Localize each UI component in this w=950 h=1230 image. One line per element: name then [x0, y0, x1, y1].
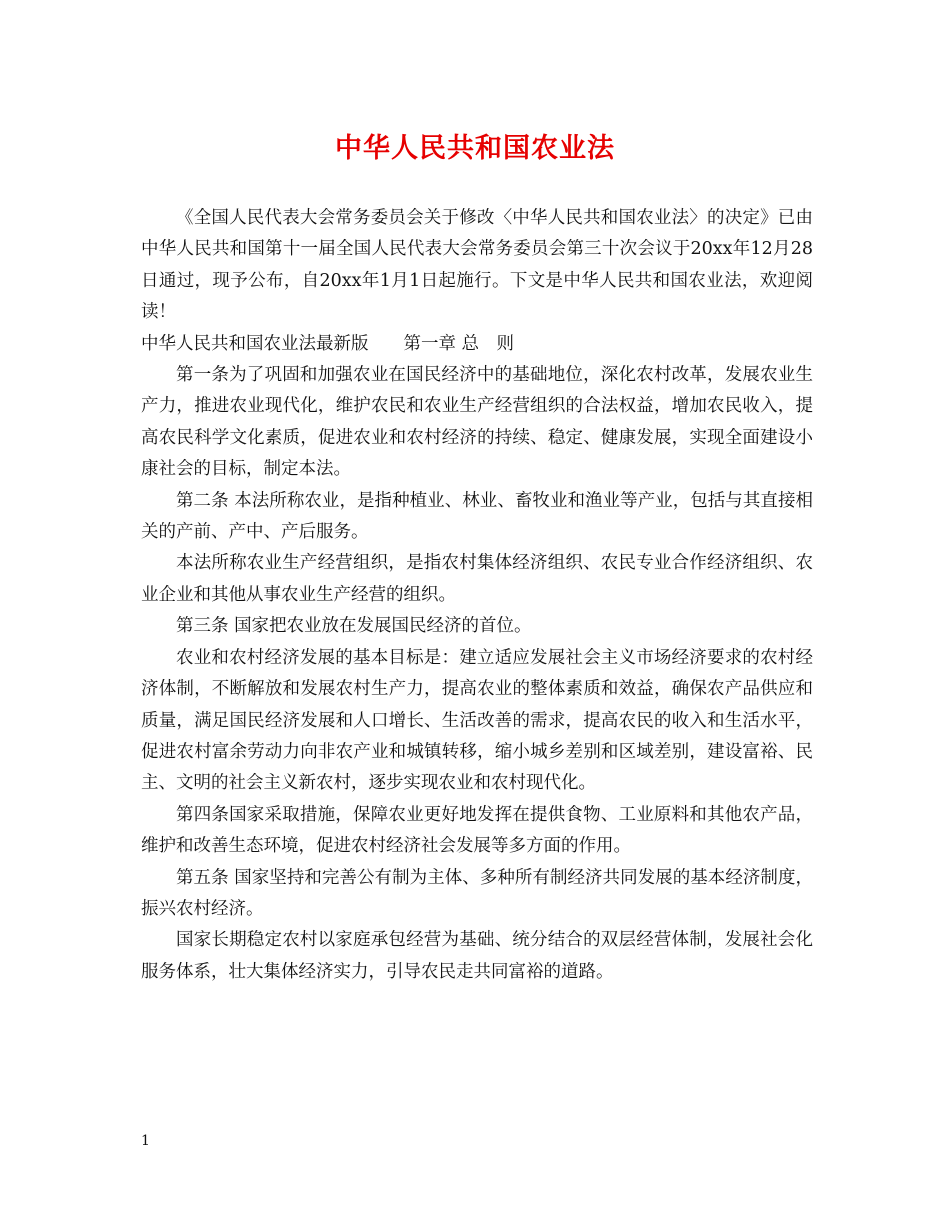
document-body — [141, 203, 813, 988]
body-paragraph: 第五条 国家坚持和完善公有制为主体、多种所有制经济共同发展的基本经济制度，振兴农村经济。 — [141, 867, 813, 919]
page-number: 1 — [141, 1133, 150, 1149]
body-paragraph: 第四条国家采取措施，保障农业更好地发挥在提供食物、工业原料和其他农产品，维护和改善生态环境，促进农村经济社会发展等多方面的作用。 — [141, 804, 813, 857]
document-title: 中华人民共和国农业法 — [335, 133, 615, 164]
body-paragraph: 国家长期稳定农村以家庭承包经营为基础、统分结合的双层经营体制，发展社会化服务体系，壮大集体经济实力，引导农民走共同富裕的道路。 — [141, 930, 813, 982]
body-paragraph: 第一条为了巩固和加强农业在国民经济中的基础地位，深化农村改革，发展农业生产力，推进农业现代化，维护农民和农业生产经营组织的合法权益，增加农民收入，提高农民科学文化素质，促进农业和农村经济的持续、稳定、健康发展，实现全面建设小康社会的目标，制定本法。 — [141, 365, 813, 480]
body-paragraph: 第二条 本法所称农业，是指种植业、林业、畜牧业和渔业等产业，包括与其直接相关的产前、产中、产后服务。 — [141, 490, 813, 543]
body-paragraph: 第三条 国家把农业放在发展国民经济的首位。 — [176, 616, 532, 637]
body-paragraph: 本法所称农业生产经营组织，是指农村集体经济组织、农民专业合作经济组织、农业企业和其他从事农业生产经营的组织。 — [141, 553, 813, 605]
body-paragraph: 农业和农村经济发展的基本目标是：建立适应发展社会主义市场经济要求的农村经济体制，不断解放和发展农村生产力，提高农业的整体素质和效益，确保农产品供应和质量，满足国民经济发展和人口增长、生活改善的需求，提高农民的收入和生活水平，促进农村富余劳动力向非农产业和城镇转移，缩小城乡差别和区域差别，建设富裕、民主、文明的社会主义新农村，逐步实现农业和农村现代化。 — [141, 647, 813, 794]
intro-paragraph: 《全国人民代表大会常务委员会关于修改〈中华人民共和国农业法〉的决定》已由中华人民共和国第十一届全国人民代表大会常务委员会第三十次会议于20xx年12月28日通过，现予公布，自20xx年1月1日起施行。下文是中华人民共和国农业法，欢迎阅读！ — [141, 208, 813, 323]
section-heading: 中华人民共和国农业法最新版 第一章 总 则 — [141, 333, 515, 354]
